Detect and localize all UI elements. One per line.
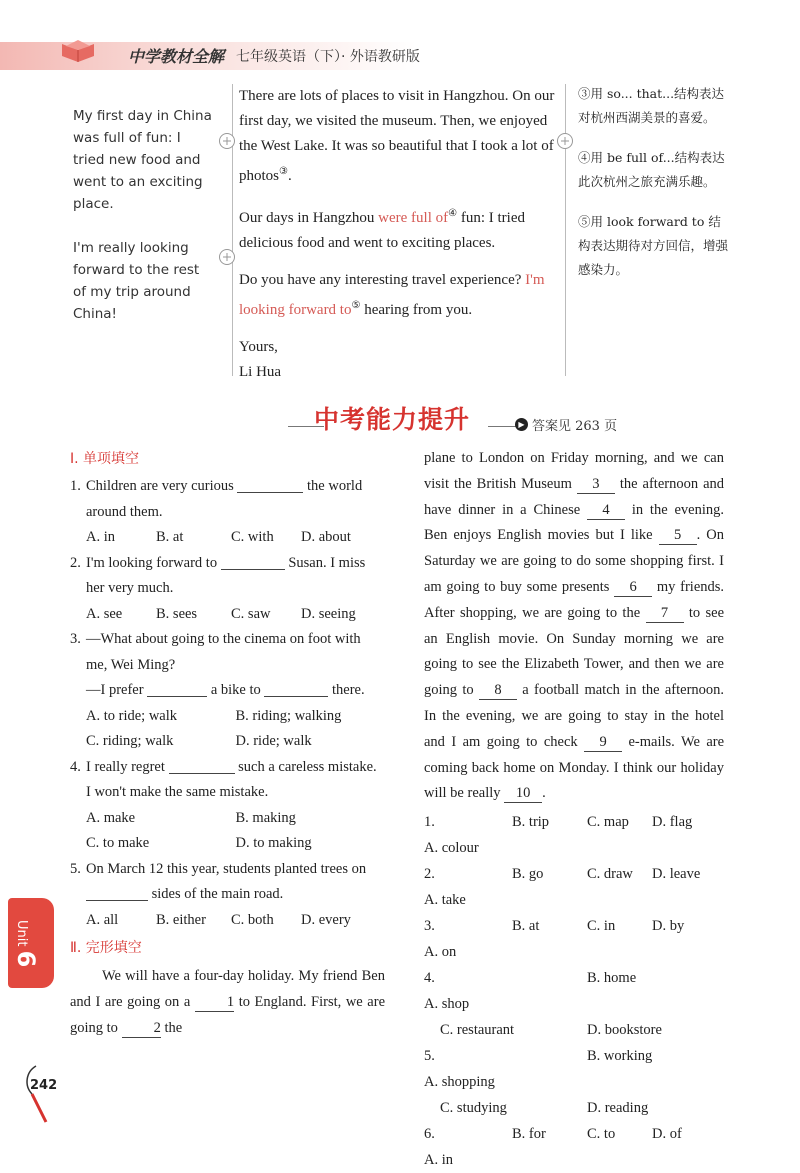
cloze-option-row: 1.A. colour B. trip C. map D. flag: [424, 809, 724, 861]
letter-signature: Li Hua: [239, 364, 282, 380]
unit-tab: [8, 898, 54, 988]
question-2: 2. I'm looking forward to Susan. I miss her very much. A. see B. sees C. saw D. seeing: [70, 551, 385, 628]
title-rule: [488, 426, 518, 427]
book-title: 中学教材全解: [128, 47, 225, 66]
section-title-text: 中考能力提升: [314, 405, 471, 434]
option[interactable]: B. riding; walking: [235, 707, 342, 724]
option[interactable]: C. both: [231, 911, 274, 928]
option[interactable]: D. reading: [587, 1100, 649, 1117]
left-note: My first day in China was full of fun: I tried new food and went to an exciting place.: [73, 108, 212, 212]
option[interactable]: B. sees: [156, 605, 198, 622]
cloze-option-row: 2.A. take B. go C. draw D. leave: [424, 861, 724, 913]
cloze-option-row: [424, 1017, 724, 1043]
book-subtitle: 七年级英语（下）· 外语教研版: [236, 49, 420, 65]
cloze-blank[interactable]: 3: [577, 475, 615, 494]
option[interactable]: D. of: [652, 1126, 682, 1143]
option[interactable]: C. to make: [86, 835, 150, 851]
option[interactable]: D. flag: [652, 814, 693, 831]
answer-blank[interactable]: [169, 758, 235, 774]
option[interactable]: D. by: [652, 918, 685, 935]
option[interactable]: B. at: [156, 529, 184, 545]
page-corner-decoration: [24, 1064, 64, 1124]
option[interactable]: B. go: [512, 866, 544, 883]
highlight-phrase: I'm looking forward to: [239, 272, 545, 318]
option[interactable]: D. seeing: [301, 605, 356, 622]
left-note: I'm really looking forward to the rest of my trip around China!: [73, 240, 200, 322]
option[interactable]: C. with: [231, 529, 274, 545]
option[interactable]: C. in: [587, 918, 616, 935]
option[interactable]: B. at: [512, 918, 540, 935]
link-icon: [218, 132, 236, 150]
cloze-blank[interactable]: 2: [122, 1019, 161, 1038]
option[interactable]: D. bookstore: [587, 1022, 662, 1039]
option[interactable]: B. working: [587, 1048, 653, 1065]
answer-blank[interactable]: [264, 681, 328, 697]
option[interactable]: D. ride; walk: [235, 733, 312, 749]
right-note: ③用 so... that...结构表达对杭州西湖美景的喜爱。: [578, 86, 725, 125]
option[interactable]: A. in: [424, 1152, 453, 1169]
option[interactable]: C. riding; walk: [86, 733, 174, 749]
answer-blank[interactable]: [221, 554, 285, 570]
option[interactable]: B. making: [235, 809, 296, 826]
letter-paragraph: Our days in Hangzhou were full of④ fun: I tried delicious food and went to exciting places.: [239, 208, 525, 251]
letter-paragraph: Do you have any interesting travel experience? I'm looking forward to⑤ hearing from you.: [239, 272, 545, 318]
letter-paragraph: There are lots of places to visit in Hangzhou. On our first day, we visited the museum. Then, we enjoyed the West Lake. It was so beautiful that I took a lot of photos③.: [239, 88, 555, 184]
option[interactable]: D. to making: [235, 835, 312, 851]
page-header: [0, 30, 800, 80]
right-note: ⑤用 look forward to 结构表达期待对方回信，增强感染力。: [578, 214, 729, 277]
unit-number: 6: [12, 950, 40, 968]
cloze-blank[interactable]: 8: [479, 681, 517, 700]
cloze-passage-start: We will have a four-day holiday. My friend Ben and I are going on a 1 to England. First, we are going to 2 the: [70, 968, 386, 1036]
option[interactable]: A. to ride; walk: [86, 707, 178, 724]
option[interactable]: D. every: [301, 911, 351, 928]
answer-reference: 答案见 263 页: [532, 419, 618, 434]
option[interactable]: A. on: [424, 944, 457, 961]
option[interactable]: C. draw: [587, 866, 633, 883]
part2-heading: Ⅱ. 完形填空: [70, 940, 142, 956]
section-title: [270, 398, 690, 438]
option[interactable]: B. trip: [512, 814, 550, 831]
divider-right: [565, 84, 566, 376]
unit-label: Unit: [14, 920, 29, 947]
cloze-blank[interactable]: 9: [584, 733, 622, 752]
cloze-option-row: [424, 1095, 724, 1121]
answer-blank[interactable]: [237, 477, 303, 493]
link-icon: [218, 248, 236, 266]
answer-blank[interactable]: [147, 681, 207, 697]
option[interactable]: D. leave: [652, 866, 701, 883]
right-notes: [578, 82, 728, 298]
book-logo-icon: [58, 36, 98, 70]
option[interactable]: A. all: [86, 911, 119, 928]
cloze-blank[interactable]: 1: [195, 993, 234, 1012]
option[interactable]: B. either: [156, 911, 206, 928]
cloze-option-row: 4.A. shop B. home: [424, 965, 724, 1017]
option[interactable]: C. studying: [440, 1100, 507, 1117]
option[interactable]: A. see: [86, 605, 123, 622]
letter-body: [239, 84, 557, 385]
question-1: 1. Children are very curious the world around them. A. in B. at C. with D. about: [70, 474, 385, 551]
cloze-options: [424, 809, 724, 1173]
option[interactable]: B. home: [587, 970, 637, 987]
question-4: 4. I really regret such a careless mistake. I won't make the same mistake. A. make B. making C. to make D. to making: [70, 755, 385, 857]
option[interactable]: C. to: [587, 1126, 616, 1143]
cloze-passage-continued: plane to London on Friday morning, and we can visit the British Museum 3 the afternoon and have dinner in a Chinese 4 in the evening. Ben enjoys English movies but I like 5 . On Saturday we are going to do some shopping first. I am going to buy some presents 6 my friends. After shopping, we are going to the 7 to see an English movie. On Sunday morning we are going to see the Elizabeth Tower, and then we are going to 8 a football match in the afternoon. In the evening, we are going to stay in the hotel and I am going to check 9 e-mails. We are coming back home on Monday. I think our holiday will be really 10 .: [424, 450, 725, 802]
cloze-blank[interactable]: 6: [614, 578, 652, 597]
option[interactable]: C. map: [587, 814, 629, 831]
option[interactable]: A. shopping: [424, 1074, 495, 1091]
left-column: [70, 448, 385, 1041]
option[interactable]: C. saw: [231, 605, 271, 622]
link-icon: [556, 132, 574, 150]
highlight-phrase: were full of: [378, 210, 449, 226]
answer-blank[interactable]: [86, 885, 148, 901]
cloze-blank[interactable]: 4: [587, 501, 625, 520]
option[interactable]: A. in: [86, 529, 115, 545]
cloze-blank[interactable]: 5: [659, 526, 697, 545]
cloze-option-row: 5.A. shopping B. working: [424, 1043, 724, 1095]
option[interactable]: A. make: [86, 809, 136, 826]
option[interactable]: B. for: [512, 1126, 546, 1143]
option[interactable]: A. shop: [424, 996, 470, 1013]
cloze-blank[interactable]: 7: [646, 604, 684, 623]
option[interactable]: A. take: [424, 892, 466, 909]
cloze-option-row: 3.A. on B. at C. in D. by: [424, 913, 724, 965]
question-5: 5. On March 12 this year, students planted trees on sides of the main road. A. all B. either C. both D. every: [70, 857, 385, 934]
option[interactable]: A. colour: [424, 840, 479, 857]
page-number: 242: [30, 1078, 58, 1093]
letter-closing: Yours,: [239, 339, 278, 355]
option[interactable]: D. about: [301, 529, 351, 545]
question-3: 3. —What about going to the cinema on foot with me, Wei Ming? —I prefer a bike to there. A. to ride; walk B. riding; walking C. riding; walk D. ride; walk: [70, 627, 385, 755]
cloze-option-row: 6.A. in B. for C. to D. of: [424, 1121, 724, 1173]
part1-heading: Ⅰ. 单项填空: [70, 451, 140, 467]
left-notes: [73, 105, 213, 347]
cloze-blank[interactable]: 10: [504, 784, 542, 803]
divider-left: [232, 84, 233, 376]
option[interactable]: C. restaurant: [440, 1022, 515, 1039]
right-column: [424, 446, 724, 1173]
right-note: ④用 be full of...结构表达此次杭州之旅充满乐趣。: [578, 150, 725, 189]
arrow-right-icon: ▶: [515, 418, 528, 431]
